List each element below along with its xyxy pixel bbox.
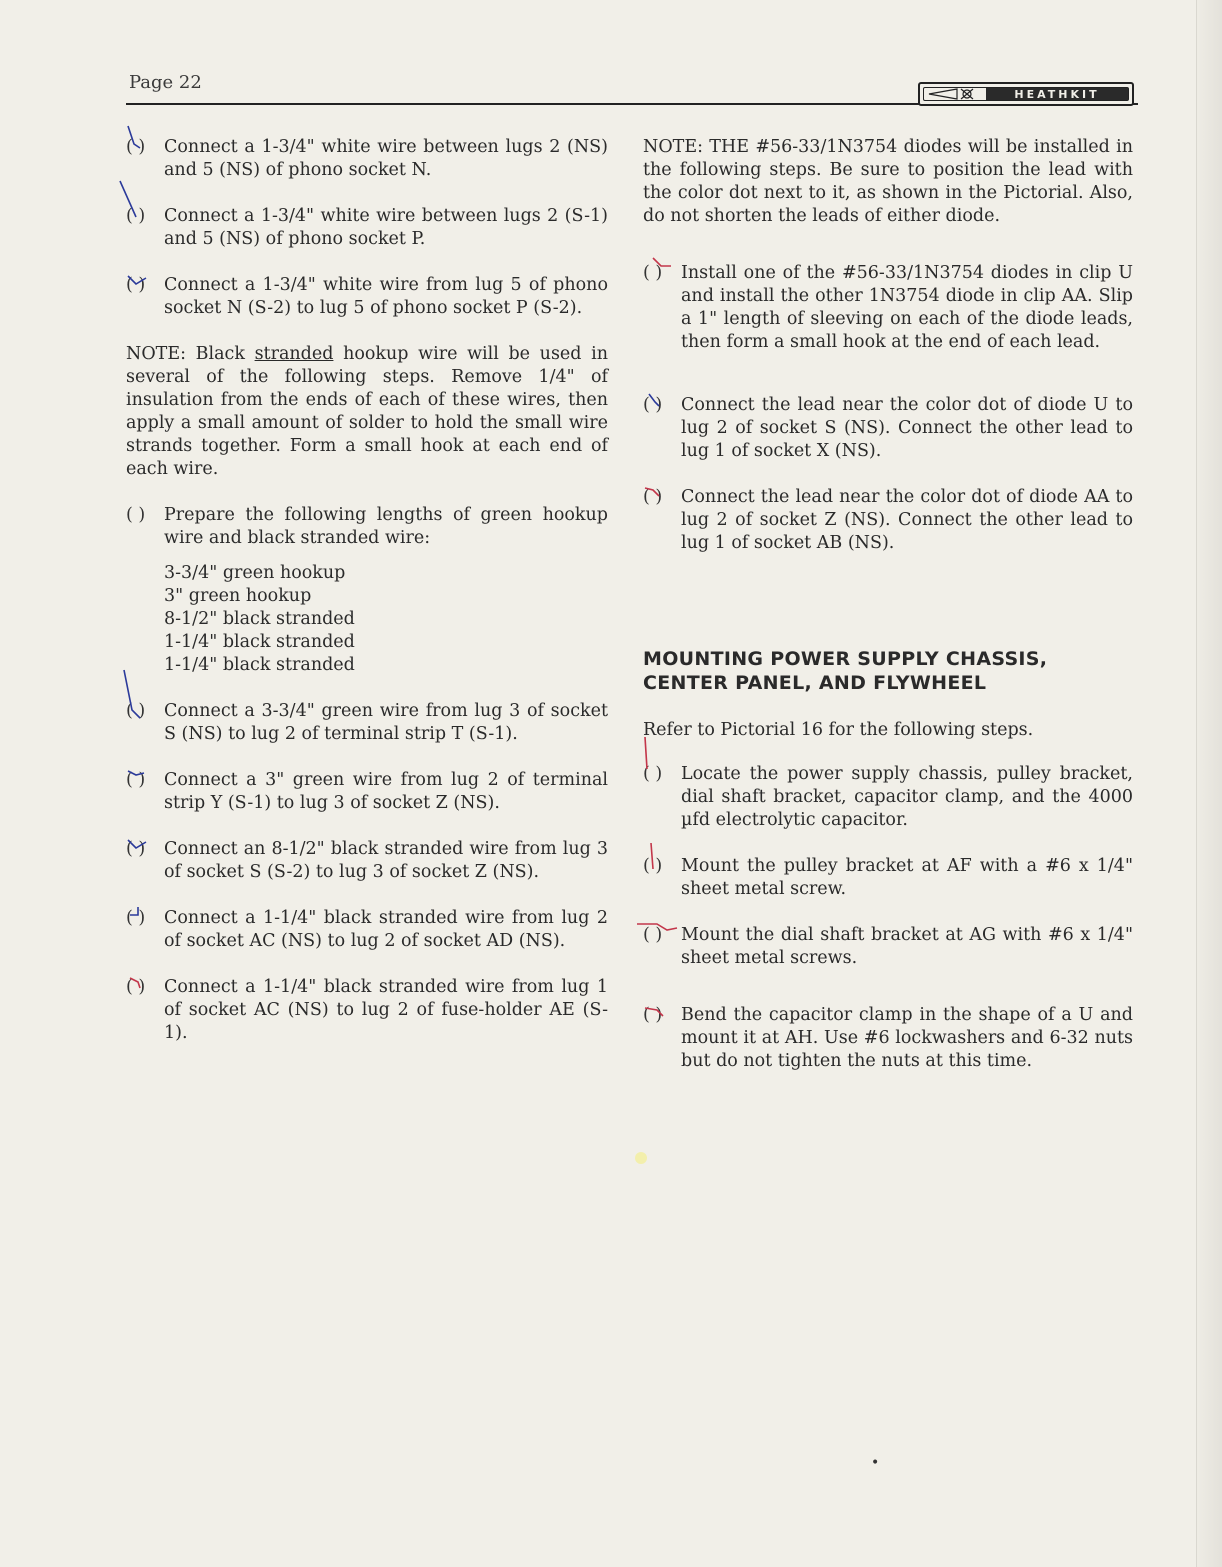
step-checkbox[interactable]: ( ) (126, 700, 164, 746)
step-checkbox[interactable]: ( ) (643, 394, 681, 463)
check-mark-icon (126, 690, 156, 730)
step-checkbox[interactable]: ( ) (126, 769, 164, 815)
pictorial-reference: Refer to Pictorial 16 for the following steps. (643, 720, 1034, 740)
step-item[interactable] (643, 262, 1133, 354)
step-text: Connect the lead near the color dot of diode AA to lug 2 of socket Z (NS). Connect the other lead to lug 1 of socket AB (NS). (681, 487, 1133, 553)
page-number: Page 22 (129, 72, 202, 93)
diode-note: NOTE: THE #56-33/1N3754 diodes will be installed in the following steps. Be sure to position the lead with the color dot next to it, as shown in the Pictorial. Also, do not shorten the leads of either diode. (643, 137, 1133, 226)
left-column (126, 136, 608, 1068)
step-item[interactable] (126, 907, 608, 953)
list-item: 8-1/2" black stranded (164, 609, 355, 629)
list-item: 3-3/4" green hookup (164, 563, 346, 583)
list-item: 1-1/4" black stranded (164, 655, 355, 675)
step-item[interactable] (643, 855, 1133, 901)
heathkit-logo (918, 82, 1134, 106)
step-checkbox[interactable]: ( ) (126, 838, 164, 884)
list-item: 3" green hookup (164, 586, 312, 606)
check-mark-icon (126, 966, 156, 1006)
step-checkbox[interactable]: ( ) (643, 924, 681, 970)
step-item[interactable] (126, 769, 608, 815)
step-text: Connect a 1-1/4" black stranded wire from lug 2 of socket AC (NS) to lug 2 of socket AD (NS). (164, 908, 608, 951)
step-text: Install one of the #56-33/1N3754 diodes in clip U and install the other 1N3754 diode in clip AA. Slip a 1" length of sleeving on each of the diode leads, then form a small hook at the end of each lead. (681, 263, 1133, 352)
check-mark-icon (643, 994, 673, 1034)
check-mark-icon (643, 252, 673, 292)
check-mark-icon (643, 384, 673, 424)
heathkit-emblem-icon (924, 87, 986, 101)
step-text: Connect a 1-3/4" white wire from lug 5 of phono socket N (S-2) to lug 5 of phono socket P (S-2). (164, 275, 608, 318)
step-text: Mount the pulley bracket at AF with a #6 x 1/4" sheet metal screw. (681, 856, 1133, 899)
step-item[interactable] (126, 136, 608, 182)
step-item[interactable] (643, 763, 1133, 832)
step-item[interactable] (126, 700, 608, 746)
step-checkbox[interactable]: ( ) (126, 136, 164, 182)
step-text: Bend the capacitor clamp in the shape of a U and mount it at AH. Use #6 lockwashers and 6-32 nuts but do not tighten the nuts at this time. (681, 1005, 1133, 1071)
check-mark-icon (126, 897, 156, 937)
step-checkbox[interactable]: ( ) (126, 907, 164, 953)
step-item[interactable] (126, 504, 608, 550)
step-text: Connect the lead near the color dot of diode U to lug 2 of socket S (NS). Connect the other lead to lug 1 of socket X (NS). (681, 395, 1133, 461)
step-checkbox[interactable]: ( ) (643, 262, 681, 354)
check-mark-icon (126, 759, 156, 799)
stranded-wire-note: NOTE: Black stranded hookup wire will be used in several of the following steps. Remove 1/4" of insulation from the ends of each of these wires, then apply a small amount of solder to hold the small wire strands together. Form a small hook at each end of each wire. (126, 344, 608, 479)
step-item[interactable] (126, 274, 608, 320)
section-title: MOUNTING POWER SUPPLY CHASSIS, CENTER PANEL, AND FLYWHEEL (643, 648, 1048, 694)
step-text: Connect a 1-1/4" black stranded wire from lug 1 of socket AC (NS) to lug 2 of fuse-holder AE (S-1). (164, 977, 608, 1043)
step-item[interactable] (643, 1004, 1133, 1073)
check-mark-icon (643, 845, 673, 885)
printer-mark: • (871, 1455, 880, 1471)
check-mark-icon (126, 126, 156, 166)
step-checkbox[interactable]: ( ) (126, 205, 164, 251)
step-checkbox[interactable]: ( ) (643, 855, 681, 901)
right-column (643, 136, 1133, 1096)
step-item[interactable] (126, 838, 608, 884)
list-item: 1-1/4" black stranded (164, 632, 355, 652)
step-checkbox[interactable]: ( ) (643, 1004, 681, 1073)
step-text: Connect a 1-3/4" white wire between lugs 2 (S-1) and 5 (NS) of phono socket P. (164, 206, 608, 249)
step-item[interactable] (643, 486, 1133, 555)
step-item[interactable] (643, 394, 1133, 463)
step-text: Connect a 1-3/4" white wire between lugs 2 (NS) and 5 (NS) of phono socket N. (164, 137, 608, 180)
step-text: Prepare the following lengths of green hookup wire and black stranded wire: (164, 505, 608, 548)
check-mark-icon (126, 828, 156, 868)
check-mark-icon (643, 753, 673, 793)
page-edge-shadow (1196, 0, 1222, 1567)
step-item[interactable] (126, 205, 608, 251)
step-checkbox[interactable]: ( ) (643, 486, 681, 555)
step-item[interactable] (126, 976, 608, 1045)
step-text: Connect an 8-1/2" black stranded wire from lug 3 of socket S (S-2) to lug 3 of socket Z (NS). (164, 839, 608, 882)
check-mark-icon (643, 476, 673, 516)
check-mark-icon (126, 264, 156, 304)
step-checkbox[interactable]: ( ) (126, 505, 146, 525)
step-text: Locate the power supply chassis, pulley bracket, dial shaft bracket, capacitor clamp, and the 4000 µfd electrolytic capacitor. (681, 764, 1133, 830)
step-text: Connect a 3" green wire from lug 2 of terminal strip Y (S-1) to lug 3 of socket Z (NS). (164, 770, 608, 813)
heathkit-wordmark: HEATHKIT (986, 88, 1128, 100)
wire-lengths-list (164, 562, 608, 677)
step-text: Connect a 3-3/4" green wire from lug 3 of socket S (NS) to lug 2 of terminal strip T (S-1). (164, 701, 608, 744)
step-text: Mount the dial shaft bracket at AG with #6 x 1/4" sheet metal screws. (681, 925, 1133, 968)
step-checkbox[interactable]: ( ) (643, 763, 681, 832)
check-mark-icon (126, 195, 156, 235)
step-checkbox[interactable]: ( ) (126, 274, 164, 320)
check-mark-icon (643, 914, 673, 954)
step-item[interactable] (643, 924, 1133, 970)
step-checkbox[interactable]: ( ) (126, 976, 164, 1045)
paper-stain (635, 1152, 647, 1164)
